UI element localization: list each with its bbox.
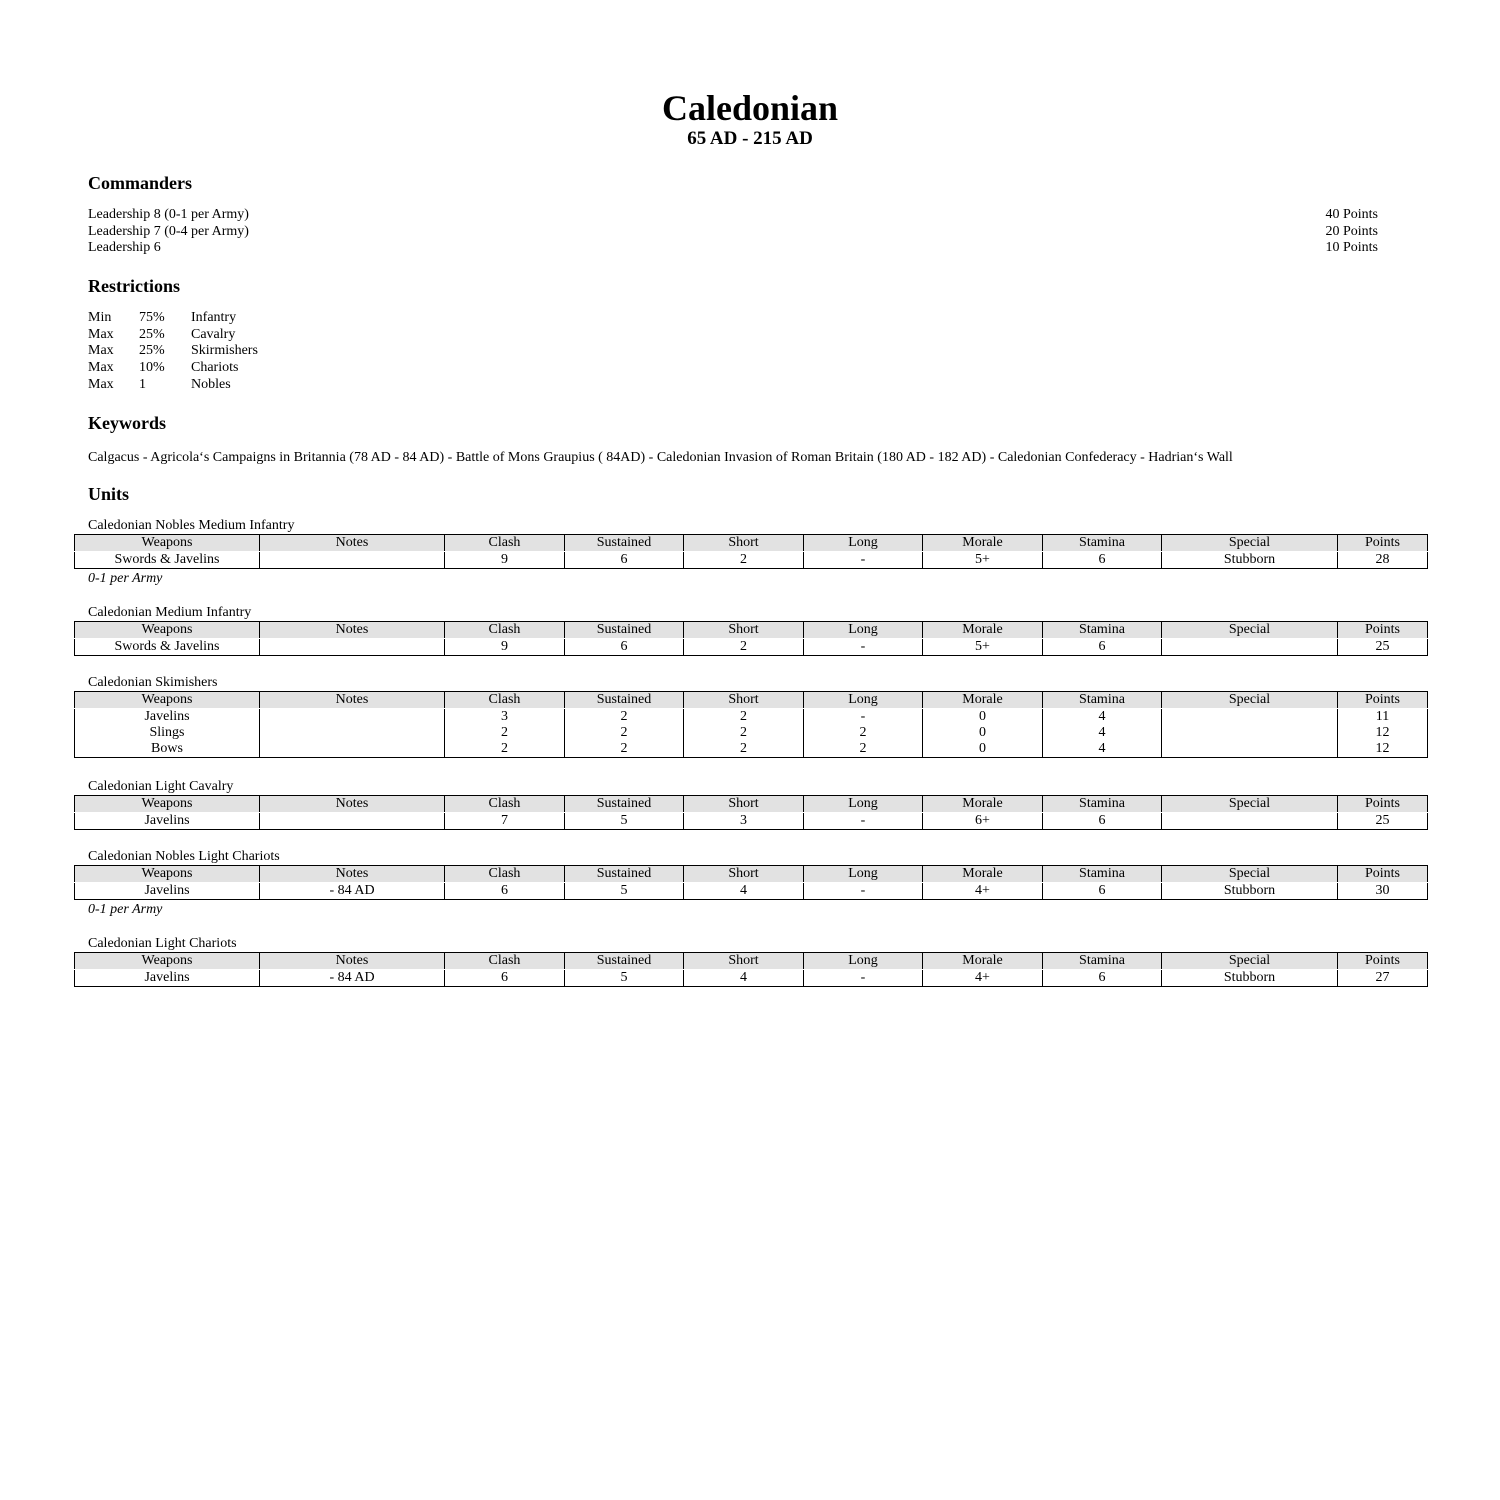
column-header: Long [804, 953, 923, 970]
table-row [75, 883, 1428, 900]
commander-row [88, 207, 1378, 224]
table-cell: 4 [684, 970, 804, 987]
column-header: Notes [260, 622, 445, 639]
column-header: Clash [445, 953, 565, 970]
table-cell [1162, 709, 1338, 726]
column-header: Sustained [565, 796, 684, 813]
table-row [75, 741, 1428, 758]
commanders-heading: Commanders [88, 173, 192, 193]
table-cell: - [804, 639, 923, 656]
table-cell: 4+ [923, 883, 1043, 900]
commander-row [88, 224, 1378, 241]
table-cell: 6 [565, 639, 684, 656]
table-cell: 5 [565, 883, 684, 900]
table-cell: 2 [684, 725, 804, 741]
table-cell: - [804, 883, 923, 900]
table-cell [260, 813, 445, 830]
column-header: Notes [260, 796, 445, 813]
table-cell: 2 [684, 741, 804, 758]
table-header-row [75, 535, 1428, 552]
table-cell: - [804, 552, 923, 569]
commander-label: Leadership 8 (0-1 per Army) [88, 207, 249, 222]
table-cell: Swords & Javelins [114, 552, 220, 567]
table-header-row [75, 796, 1428, 813]
table-cell: 12 [1338, 741, 1428, 758]
commander-points: 40 Points [1325, 207, 1378, 222]
table-cell: - [804, 709, 923, 726]
table-cell: 2 [565, 725, 684, 741]
unit-stats-table [74, 795, 1428, 830]
column-header: Sustained [565, 866, 684, 883]
unit-name: Caledonian Skimishers [88, 675, 218, 690]
unit-stats-table [74, 534, 1428, 569]
restriction-row [88, 327, 258, 344]
table-cell: 6 [1043, 970, 1162, 987]
table-cell [1162, 725, 1338, 741]
table-cell: 6 [445, 970, 565, 987]
page-subtitle: 65 AD - 215 AD [687, 128, 813, 149]
table-cell: - [804, 813, 923, 830]
column-header: Clash [445, 796, 565, 813]
column-header: Points [1338, 692, 1428, 709]
restriction-row [88, 343, 258, 360]
table-cell: 2 [804, 725, 923, 741]
restriction-type: Nobles [191, 376, 231, 392]
table-cell: - 84 AD [260, 970, 445, 987]
table-cell [1162, 741, 1338, 758]
restriction-row [88, 360, 258, 377]
table-row [75, 725, 1428, 741]
table-cell: 9 [445, 639, 565, 656]
column-header: Points [1338, 953, 1428, 970]
unit-name: Caledonian Light Chariots [88, 936, 237, 951]
unit-name: Caledonian Nobles Light Chariots [88, 849, 280, 864]
table-cell: 5+ [923, 639, 1043, 656]
column-header: Weapons [75, 953, 260, 970]
table-cell: 28 [1338, 552, 1428, 569]
column-header: Special [1162, 796, 1338, 813]
table-cell: Javelins [144, 813, 190, 828]
column-header: Weapons [75, 866, 260, 883]
restriction-value: 10% [139, 360, 165, 376]
column-header: Clash [445, 866, 565, 883]
restriction-kind: Max [88, 343, 114, 359]
restriction-row [88, 310, 258, 327]
column-header: Long [804, 796, 923, 813]
table-cell: 9 [445, 552, 565, 569]
unit-note: 0-1 per Army [88, 571, 163, 586]
table-cell: 6 [1043, 639, 1162, 656]
column-header: Notes [260, 692, 445, 709]
table-cell: 25 [1338, 813, 1428, 830]
restriction-type: Infantry [191, 310, 237, 325]
table-cell: 0 [923, 741, 1043, 758]
column-header: Notes [260, 535, 445, 552]
commander-label: Leadership 7 (0-4 per Army) [88, 223, 249, 239]
table-cell: 3 [445, 709, 565, 726]
column-header: Short [684, 622, 804, 639]
column-header: Sustained [565, 622, 684, 639]
table-cell: 11 [1338, 709, 1428, 726]
commander-row [88, 240, 1378, 257]
column-header: Points [1338, 535, 1428, 552]
table-cell: 2 [445, 741, 565, 758]
table-cell: Bows [151, 741, 183, 756]
column-header: Sustained [565, 953, 684, 970]
unit-block [74, 605, 1427, 656]
keywords-heading: Keywords [88, 413, 166, 433]
column-header: Weapons [75, 796, 260, 813]
commander-points: 20 Points [1325, 223, 1378, 239]
unit-stats-table [74, 865, 1428, 900]
unit-name: Caledonian Light Cavalry [88, 779, 234, 794]
unit-note: 0-1 per Army [88, 902, 163, 917]
table-header-row [75, 953, 1428, 970]
restrictions-heading: Restrictions [88, 276, 180, 296]
restriction-value: 25% [139, 326, 165, 342]
restriction-value: 25% [139, 343, 165, 359]
table-cell: 2 [445, 725, 565, 741]
table-cell: Stubborn [1162, 883, 1338, 900]
table-header-row [75, 622, 1428, 639]
column-header: Short [684, 953, 804, 970]
keywords-text: Calgacus - Agricola‘s Campaigns in Britannia (78 AD - 84 AD) - Battle of Mons Graupius ( 84AD) - Caledonian Invasion of Roman Britain (180 AD - 182 AD) - Caledonian Confederacy - Hadrian‘s Wall [88, 450, 1233, 465]
table-cell: 5+ [923, 552, 1043, 569]
table-cell: 6 [565, 552, 684, 569]
table-cell [260, 709, 445, 726]
restriction-kind: Min [88, 310, 112, 325]
table-cell: 30 [1338, 883, 1428, 900]
restriction-row [88, 377, 258, 394]
table-cell: 6 [1043, 813, 1162, 830]
table-row [75, 709, 1428, 726]
restriction-value: 75% [139, 310, 165, 325]
table-cell: Stubborn [1162, 552, 1338, 569]
column-header: Morale [923, 535, 1043, 552]
column-header: Morale [923, 796, 1043, 813]
table-cell [260, 639, 445, 656]
column-header: Short [684, 535, 804, 552]
column-header: Weapons [75, 622, 260, 639]
table-cell: Javelins [144, 883, 190, 898]
restriction-value: 1 [139, 376, 146, 392]
column-header: Morale [923, 953, 1043, 970]
table-cell: 5 [565, 970, 684, 987]
table-row [75, 813, 1428, 830]
table-cell: 4 [1043, 709, 1162, 726]
table-cell [260, 725, 445, 741]
unit-stats-table [74, 621, 1428, 656]
table-cell: 0 [923, 709, 1043, 726]
restriction-kind: Max [88, 376, 114, 392]
table-cell: 2 [684, 639, 804, 656]
column-header: Special [1162, 866, 1338, 883]
commander-label: Leadership 6 [88, 240, 161, 256]
unit-stats-table [74, 691, 1428, 758]
table-cell: 6 [1043, 552, 1162, 569]
column-header: Stamina [1043, 866, 1162, 883]
column-header: Points [1338, 622, 1428, 639]
table-cell: 2 [684, 709, 804, 726]
column-header: Weapons [75, 692, 260, 709]
column-header: Special [1162, 953, 1338, 970]
table-cell: Slings [149, 725, 185, 740]
column-header: Morale [923, 622, 1043, 639]
table-cell [260, 552, 445, 569]
table-cell [1162, 639, 1338, 656]
restriction-type: Skirmishers [191, 343, 258, 359]
page-title: Caledonian [661, 88, 839, 128]
table-cell: 12 [1338, 725, 1428, 741]
table-header-row [75, 692, 1428, 709]
column-header: Short [684, 796, 804, 813]
column-header: Stamina [1043, 622, 1162, 639]
column-header: Special [1162, 535, 1338, 552]
table-cell: 0 [923, 725, 1043, 741]
table-cell: 4+ [923, 970, 1043, 987]
unit-block [74, 936, 1427, 987]
table-cell: 2 [684, 552, 804, 569]
table-cell: 2 [565, 709, 684, 726]
column-header: Short [684, 866, 804, 883]
column-header: Points [1338, 796, 1428, 813]
column-header: Long [804, 692, 923, 709]
commanders-list [88, 207, 1378, 257]
column-header: Points [1338, 866, 1428, 883]
table-cell: Javelins [144, 709, 190, 724]
restriction-kind: Max [88, 360, 114, 376]
column-header: Stamina [1043, 535, 1162, 552]
column-header: Notes [260, 866, 445, 883]
table-cell: 25 [1338, 639, 1428, 656]
restriction-type: Cavalry [191, 326, 236, 342]
column-header: Long [804, 622, 923, 639]
unit-block [74, 849, 1427, 919]
column-header: Special [1162, 692, 1338, 709]
table-cell: 6+ [923, 813, 1043, 830]
table-cell: 4 [1043, 741, 1162, 758]
column-header: Special [1162, 622, 1338, 639]
table-row [75, 552, 1428, 569]
table-cell: Javelins [144, 970, 190, 985]
table-cell: - 84 AD [260, 883, 445, 900]
column-header: Long [804, 535, 923, 552]
column-header: Stamina [1043, 692, 1162, 709]
unit-stats-table [74, 952, 1428, 987]
column-header: Clash [445, 622, 565, 639]
column-header: Morale [923, 692, 1043, 709]
table-cell: 4 [684, 883, 804, 900]
restriction-kind: Max [88, 326, 114, 342]
column-header: Sustained [565, 692, 684, 709]
table-cell: 27 [1338, 970, 1428, 987]
table-cell: 4 [1043, 725, 1162, 741]
table-cell [1162, 813, 1338, 830]
column-header: Weapons [75, 535, 260, 552]
unit-block [74, 779, 1427, 830]
column-header: Stamina [1043, 953, 1162, 970]
table-cell: 2 [565, 741, 684, 758]
unit-block [74, 518, 1427, 588]
table-cell: 3 [684, 813, 804, 830]
table-cell: Stubborn [1162, 970, 1338, 987]
units-heading: Units [88, 484, 130, 504]
column-header: Clash [445, 692, 565, 709]
restrictions-table [88, 310, 258, 394]
column-header: Stamina [1043, 796, 1162, 813]
table-cell: 6 [445, 883, 565, 900]
table-cell: 7 [445, 813, 565, 830]
table-cell: 2 [804, 741, 923, 758]
unit-name: Caledonian Nobles Medium Infantry [88, 518, 295, 533]
table-row [75, 639, 1428, 656]
column-header: Long [804, 866, 923, 883]
table-cell: - [804, 970, 923, 987]
column-header: Short [684, 692, 804, 709]
column-header: Sustained [565, 535, 684, 552]
column-header: Notes [260, 953, 445, 970]
table-cell: 6 [1043, 883, 1162, 900]
table-header-row [75, 866, 1428, 883]
table-cell: Swords & Javelins [114, 639, 220, 654]
table-row [75, 970, 1428, 987]
table-cell: 5 [565, 813, 684, 830]
column-header: Morale [923, 866, 1043, 883]
column-header: Clash [445, 535, 565, 552]
commander-points: 10 Points [1325, 240, 1378, 256]
table-cell [260, 741, 445, 758]
unit-block [74, 675, 1427, 758]
unit-name: Caledonian Medium Infantry [88, 605, 252, 620]
restriction-type: Chariots [191, 360, 239, 376]
